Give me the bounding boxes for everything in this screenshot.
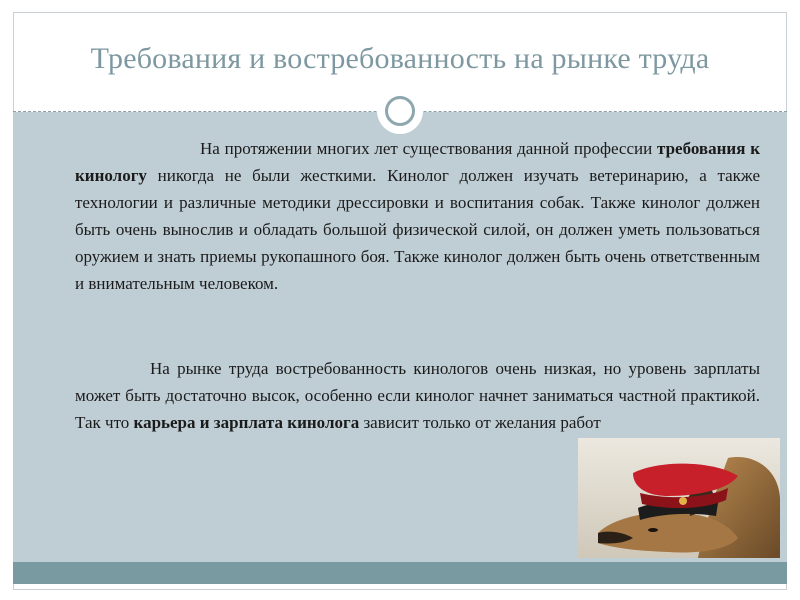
dog-in-police-cap-photo bbox=[578, 438, 780, 558]
circle-icon bbox=[385, 96, 415, 126]
paragraph-bold-text: карьера и зарплата кинолога bbox=[133, 413, 360, 432]
paragraph-requirements bbox=[75, 135, 760, 297]
dog-photo-drawing bbox=[578, 438, 780, 558]
slide-title-text: Требования и востребованность на рынке труда bbox=[90, 42, 710, 75]
paragraph-bold-text: требования к кинологу bbox=[75, 139, 760, 185]
paragraph-text: никогда не были жесткими. Кинолог должен изучать ветеринарию, а также технологии и различные методики дрессировки и воспитания собак. Также кинолог должен быть очень вынослив и обладать большой физической силой, он должен уметь пользоваться оружием и знать приемы рукопашного боя. Также кинолог должен быть очень ответственным и внимательным человеком. bbox=[75, 166, 760, 293]
paragraph-text: На протяжении многих лет существования данной профессии bbox=[200, 139, 658, 158]
paragraph-demand bbox=[75, 355, 760, 436]
paragraph-text: На рынке труда востребованность кинологов очень низкая, но уровень зарплаты может быть достаточно высок, особенно если кинолог начнет заниматься частной практикой. Так что bbox=[75, 359, 760, 432]
paragraph-text: зависит только от желания работ bbox=[359, 413, 601, 432]
bottom-bar bbox=[13, 562, 787, 584]
